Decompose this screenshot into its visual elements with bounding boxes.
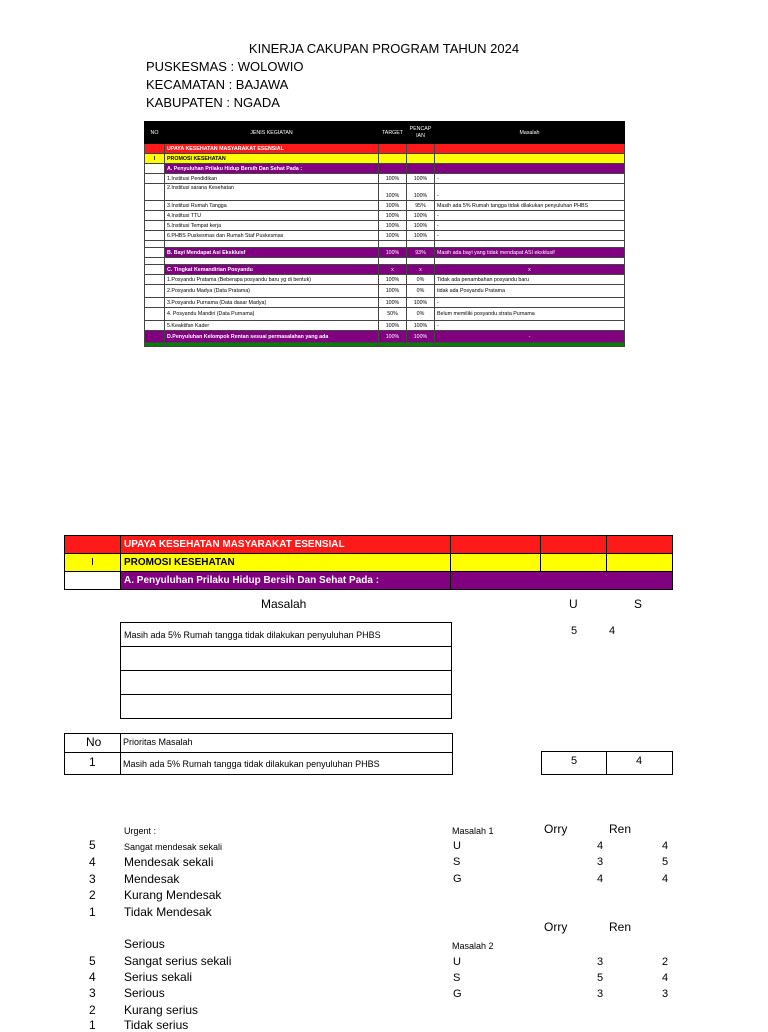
- kegiatan-cell: 3.Posyandu Purnama (Data dasar Madya): [165, 298, 379, 308]
- table-row: [145, 343, 625, 347]
- pencapaian-cell: 100%: [407, 321, 435, 331]
- section-title: UPAYA KESEHATAN MASYARAKAT ESENSIAL: [165, 144, 379, 154]
- serious-orry-header: Orry: [544, 920, 568, 934]
- target-cell: 100%: [379, 201, 407, 211]
- masalah-cell: x: [435, 265, 625, 275]
- masalah-cell: Masih ada 5% Rumah tangga tidak dilakukan penyuluhan PHBS: [435, 201, 625, 211]
- table-row: [145, 184, 625, 201]
- serious-scale-label: Tidak serius: [124, 1018, 189, 1032]
- serious-title: Serious: [124, 937, 165, 951]
- urgent-scale-number: 4: [89, 855, 96, 869]
- urgent-orry-value: 4: [597, 840, 604, 852]
- group-d-title: D.Penyuluhan Kelompok Rentan sesuai permasalahan yang ada: [165, 331, 379, 343]
- serious-scale-number: 4: [89, 970, 96, 984]
- pencapaian-cell: 100%: [407, 298, 435, 308]
- pencapaian-cell: 0%: [407, 275, 435, 285]
- urgent-scale-label: Kurang Mendesak: [124, 888, 222, 902]
- masalah-header: Masalah: [261, 597, 307, 611]
- urgent-scale-label: Tidak Mendesak: [124, 905, 212, 919]
- kegiatan-cell: 2.Institusi sarana Kesehatan: [165, 184, 379, 201]
- masalah-cell: -: [435, 174, 625, 184]
- kegiatan-cell: 6.PHBS Puskesmas dan Rumah Staf Puskesmas: [165, 231, 379, 241]
- serious-masalah-label: Masalah 2: [452, 941, 494, 951]
- table-row: [145, 265, 625, 275]
- serious-ren-value: 2: [662, 956, 669, 968]
- table-row: [145, 201, 625, 211]
- target-cell: 100%: [379, 275, 407, 285]
- kegiatan-cell: 3.Institusi Rumah Tangga: [165, 201, 379, 211]
- table-row: [145, 154, 625, 164]
- urgent-scale-number: 2: [89, 888, 96, 902]
- urgent-scale-label: Sangat mendesak sekali: [124, 842, 223, 852]
- serious-ren-value: 4: [662, 972, 669, 984]
- urgent-title: Urgent :: [124, 826, 157, 836]
- masalah-cell: Tidak ada penambahan posyandu baru: [435, 275, 625, 285]
- kecamatan-label: KECAMATAN : BAJAWA: [146, 77, 289, 92]
- table-row: [145, 144, 625, 154]
- masalah-cell: tidak ada Posyandu Pratama: [435, 285, 625, 298]
- section-band: [64, 535, 673, 590]
- target-cell: 100%: [379, 231, 407, 241]
- serious-scale-label: Sangat serius sekali: [124, 954, 232, 968]
- urgent-orry-value: 4: [597, 873, 604, 885]
- pencapaian-cell: 100%: [407, 211, 435, 221]
- table-row: [145, 174, 625, 184]
- table-row: [145, 285, 625, 298]
- kegiatan-cell: 2.Posyandu Madya (Data Pratama): [165, 285, 379, 298]
- pencapaian-cell: 100%: [407, 184, 435, 201]
- urgent-scale-number: 1: [89, 905, 96, 919]
- masalah-cell: -: [435, 221, 625, 231]
- masalah-cell: -: [435, 211, 625, 221]
- serious-row-label: G: [453, 988, 462, 1000]
- u-header: U: [569, 597, 578, 611]
- urgent-ren-value: 5: [662, 856, 669, 868]
- table-row: [145, 221, 625, 231]
- masalah-cell: -: [435, 231, 625, 241]
- urgent-ren-value: 4: [662, 873, 669, 885]
- urgent-orry-value: 3: [597, 856, 604, 868]
- prioritas-item: Masih ada 5% Rumah tangga tidak dilakukan penyuluhan PHBS: [123, 759, 380, 769]
- prioritas-header: Prioritas Masalah: [123, 737, 193, 747]
- pencapaian-cell: 0%: [407, 285, 435, 298]
- table-row: [145, 248, 625, 258]
- table-row: [145, 164, 625, 174]
- prioritas-s-value: 4: [636, 755, 643, 767]
- prioritas-table: [64, 733, 453, 775]
- col-header-masalah: Masalah: [435, 122, 625, 144]
- serious-orry-value: 5: [597, 972, 604, 984]
- group-a-title: A. Penyuluhan Prilaku Hidup Bersih Dan Sehat Pada :: [165, 164, 379, 174]
- target-cell: x: [379, 265, 407, 275]
- urgent-scale-number: 3: [89, 872, 96, 886]
- kegiatan-cell: 4. Posyandu Mandiri (Data Purnama): [165, 308, 379, 321]
- pencapaian-cell: 100%: [407, 231, 435, 241]
- serious-scale-label: Serius sekali: [124, 970, 193, 984]
- band-row-no: I: [65, 554, 121, 572]
- masalah-item: Masih ada 5% Rumah tangga tidak dilakukan penyuluhan PHBS: [120, 622, 452, 647]
- kegiatan-cell: 1.Institusi Pendidikan: [165, 174, 379, 184]
- kegiatan-cell: 4.Institusi TTU: [165, 211, 379, 221]
- table-row: [145, 275, 625, 285]
- serious-orry-value: 3: [597, 956, 604, 968]
- urgent-scale-label: Mendesak sekali: [124, 855, 214, 869]
- target-cell: 100%: [379, 184, 407, 201]
- group-b-title: B. Bayi Mendapat Asi Ekskluisf: [165, 248, 379, 258]
- pencapaian-cell: 100%: [407, 174, 435, 184]
- row-no: I: [145, 154, 165, 164]
- table-row: [145, 211, 625, 221]
- target-cell: 100%: [379, 248, 407, 258]
- urgent-row-label: G: [453, 873, 462, 885]
- prioritas-no-header: No: [86, 735, 102, 749]
- serious-scale-label: Kurang serius: [124, 1003, 199, 1017]
- urgent-row-label: S: [453, 856, 461, 868]
- target-cell: 100%: [379, 331, 407, 343]
- pencapaian-cell: 100%: [407, 221, 435, 231]
- target-cell: 100%: [379, 321, 407, 331]
- target-cell: 50%: [379, 308, 407, 321]
- urgent-orry-header: Orry: [544, 822, 568, 836]
- s-header: S: [634, 597, 643, 611]
- masalah-empty-row: [120, 670, 452, 695]
- kinerja-table: [144, 121, 625, 347]
- urgent-scale-number: 5: [89, 838, 96, 852]
- serious-scale-number: 3: [89, 986, 96, 1000]
- urgent-row-label: U: [453, 840, 461, 852]
- kegiatan-cell: 5.Keaktifan Kader: [165, 321, 379, 331]
- serious-scale-number: 1: [89, 1018, 96, 1032]
- table-row: [145, 331, 625, 343]
- u-value: 5: [571, 625, 578, 637]
- serious-orry-value: 3: [597, 988, 604, 1000]
- urgent-scale-label: Mendesak: [124, 872, 180, 886]
- target-cell: 100%: [379, 174, 407, 184]
- puskesmas-label: PUSKESMAS : WOLOWIO: [146, 59, 304, 74]
- s-value: 4: [609, 625, 616, 637]
- urgent-masalah-label: Masalah 1: [452, 826, 494, 836]
- col-header-target: TARGET: [379, 122, 407, 144]
- masalah-empty-row: [120, 694, 452, 719]
- serious-row-label: S: [453, 972, 461, 984]
- target-cell: 100%: [379, 221, 407, 231]
- col-header-kegiatan: JENIS KEGIATAN: [165, 122, 379, 144]
- pencapaian-cell: 93%: [407, 248, 435, 258]
- pencapaian-cell: x: [407, 265, 435, 275]
- masalah-cell: Masih ada bayi yang tidak mendapat ASI eksklusif: [435, 248, 625, 258]
- masalah-cell: -: [435, 298, 625, 308]
- serious-scale-label: Serious: [124, 986, 165, 1000]
- masalah-cell: -: [435, 321, 625, 331]
- kegiatan-cell: 5.Institusi Tempat kerja: [165, 221, 379, 231]
- prioritas-score-box: [541, 751, 673, 775]
- pencapaian-cell: 100%: [407, 331, 435, 343]
- target-cell: 100%: [379, 285, 407, 298]
- band-promosi-title: PROMOSI KESEHATAN: [121, 554, 451, 572]
- col-header-pencapaian: PENCAP IAN: [407, 122, 435, 144]
- table-row: [145, 321, 625, 331]
- group-c-title: C. Tingkat Kemandirian Posyandu: [165, 265, 379, 275]
- target-cell: 100%: [379, 211, 407, 221]
- prioritas-no: 1: [89, 755, 96, 769]
- table-row: [145, 231, 625, 241]
- serious-scale-number: 5: [89, 954, 96, 968]
- target-cell: 100%: [379, 298, 407, 308]
- band-group-a-title: A. Penyuluhan Prilaku Hidup Bersih Dan Sehat Pada :: [121, 572, 451, 590]
- serious-row-label: U: [453, 956, 461, 968]
- masalah-cell: -: [435, 184, 625, 201]
- table-row: [145, 308, 625, 321]
- pencapaian-cell: 95%: [407, 201, 435, 211]
- band-section-title: UPAYA KESEHATAN MASYARAKAT ESENSIAL: [121, 536, 451, 554]
- table-row: [145, 298, 625, 308]
- serious-ren-value: 3: [662, 988, 669, 1000]
- serious-scale-number: 2: [89, 1003, 96, 1017]
- table-row: [145, 258, 625, 265]
- promosi-title: PROMOSI KESEHATAN: [165, 154, 379, 164]
- serious-ren-header: Ren: [609, 920, 632, 934]
- urgent-ren-header: Ren: [609, 822, 632, 836]
- masalah-empty-row: [120, 646, 452, 671]
- masalah-cell: Belum memiliki posyandu strata Purnama: [435, 308, 625, 321]
- kegiatan-cell: 1.Posyandu Pratama (Beberapa posyandu baru yg di bentuk): [165, 275, 379, 285]
- page-title: KINERJA CAKUPAN PROGRAM TAHUN 2024: [248, 41, 520, 56]
- table-row: [145, 241, 625, 248]
- pencapaian-cell: 0%: [407, 308, 435, 321]
- masalah-cell: -: [435, 331, 625, 343]
- kabupaten-label: KABUPATEN : NGADA: [146, 95, 280, 110]
- urgent-ren-value: 4: [662, 840, 669, 852]
- col-header-no: NO: [145, 122, 165, 144]
- prioritas-u-value: 5: [571, 755, 578, 767]
